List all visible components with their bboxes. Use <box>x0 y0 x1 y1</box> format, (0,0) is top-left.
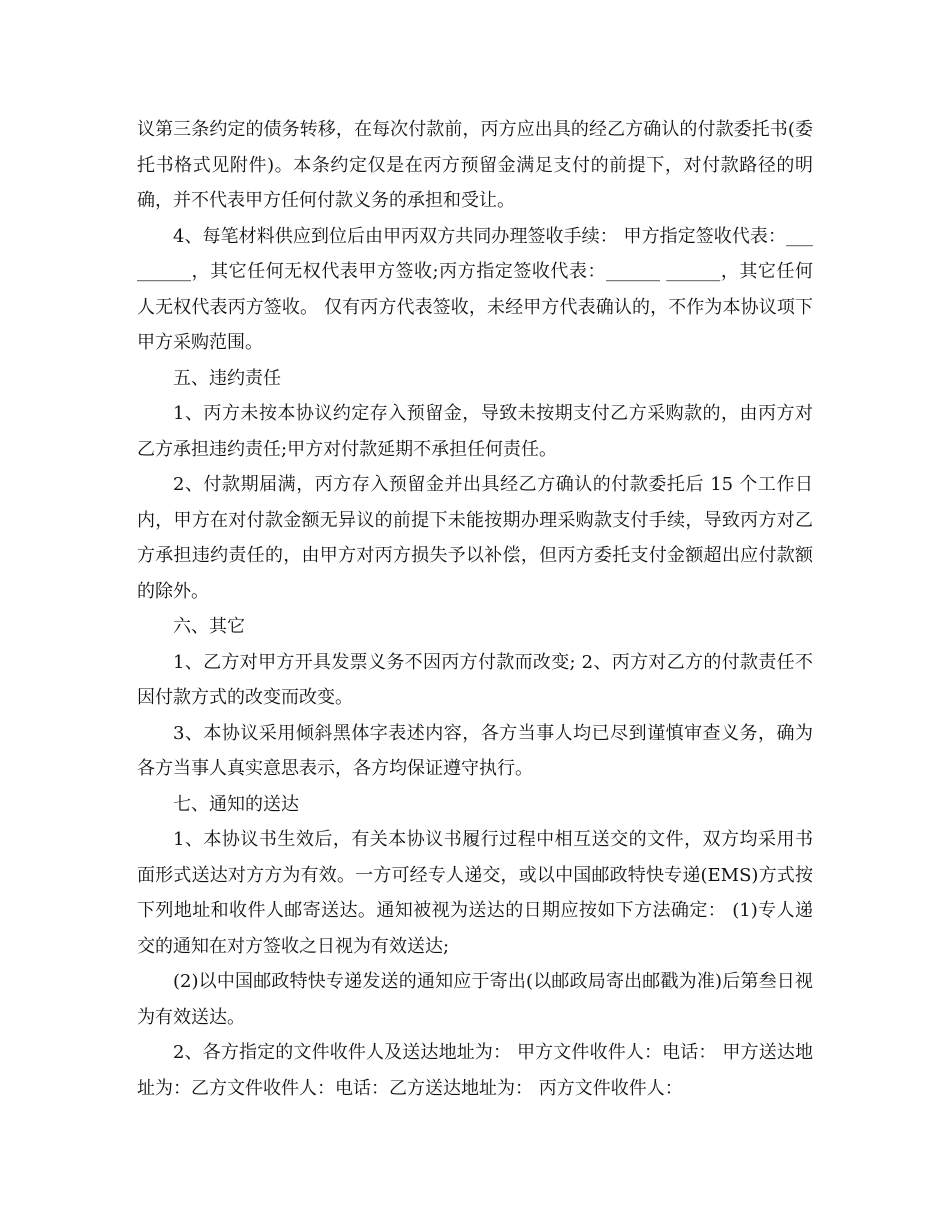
paragraph-breach-1: 1、丙方未按本协议约定存入预留金，导致未按期支付乙方采购款的，由丙方对乙方承担违约责任;甲方对付款延期不承担任何责任。 <box>137 403 813 460</box>
paragraph-other-3: 3、本协议采用倾斜黑体字表述内容，各方当事人均已尽到谨慎审查义务，确为各方当事人真实意思表示，各方均保证遵守执行。 <box>137 722 813 779</box>
section-heading-other: 六、其它 <box>173 616 245 637</box>
paragraph-other-1: 1、乙方对甲方开具发票义务不因丙方付款而改变; 2、丙方对乙方的付款责任不因付款方式的改变而改变。 <box>137 651 813 708</box>
paragraph-notice-recipients: 2、各方指定的文件收件人及送达地址为： 甲方文件收件人：电话： 甲方送达地址为：乙方文件收件人：电话：乙方送达地址为： 丙方文件收件人： <box>137 1042 813 1099</box>
paragraph-notice-1: 1、本协议书生效后，有关本协议书履行过程中相互送交的文件，双方均采用书面形式送达对方方为有效。一方可经专人递交，或以中国邮政特快专递(EMS)方式按下列地址和收件人邮寄送达。通知被视为送达的日期应按如下方法确定： (1)专人递交的通知在对方签收之日视为有效送达; <box>137 829 813 957</box>
paragraph-sign-off-procedure: 4、每笔材料供应到位后由甲丙双方共同办理签收手续： 甲方指定签收代表：_________，其它任何无权代表甲方签收;丙方指定签收代表：______ ______，其它任何人无权代表丙方签收。 仅有丙方代表签收，未经甲方代表确认的，不作为本协议项下甲方采购范围。 <box>137 225 813 353</box>
section-heading-notice-delivery: 七、通知的送达 <box>173 793 299 815</box>
document-body <box>137 112 813 1106</box>
paragraph-debt-transfer: 议第三条约定的债务转移，在每次付款前，丙方应出具的经乙方确认的付款委托书(委托书格式见附件)。本条约定仅是在丙方预留金满足支付的前提下，对付款路径的明确，并不代表甲方任何付款义务的承担和受让。 <box>137 119 813 211</box>
paragraph-notice-ems: (2)以中国邮政特快专递发送的通知应于寄出(以邮政局寄出邮戳为准)后第叁日视为有效送达。 <box>137 971 813 1028</box>
section-heading-breach-liability: 五、违约责任 <box>173 367 281 389</box>
paragraph-breach-2: 2、付款期届满，丙方存入预留金并出具经乙方确认的付款委托后 15 个工作日内，甲方在对付款金额无异议的前提下未能按期办理采购款支付手续，导致丙方对乙方承担违约责任的，由甲方对丙方损失予以补偿，但丙方委托支付金额超出应付款额的除外。 <box>137 474 813 602</box>
